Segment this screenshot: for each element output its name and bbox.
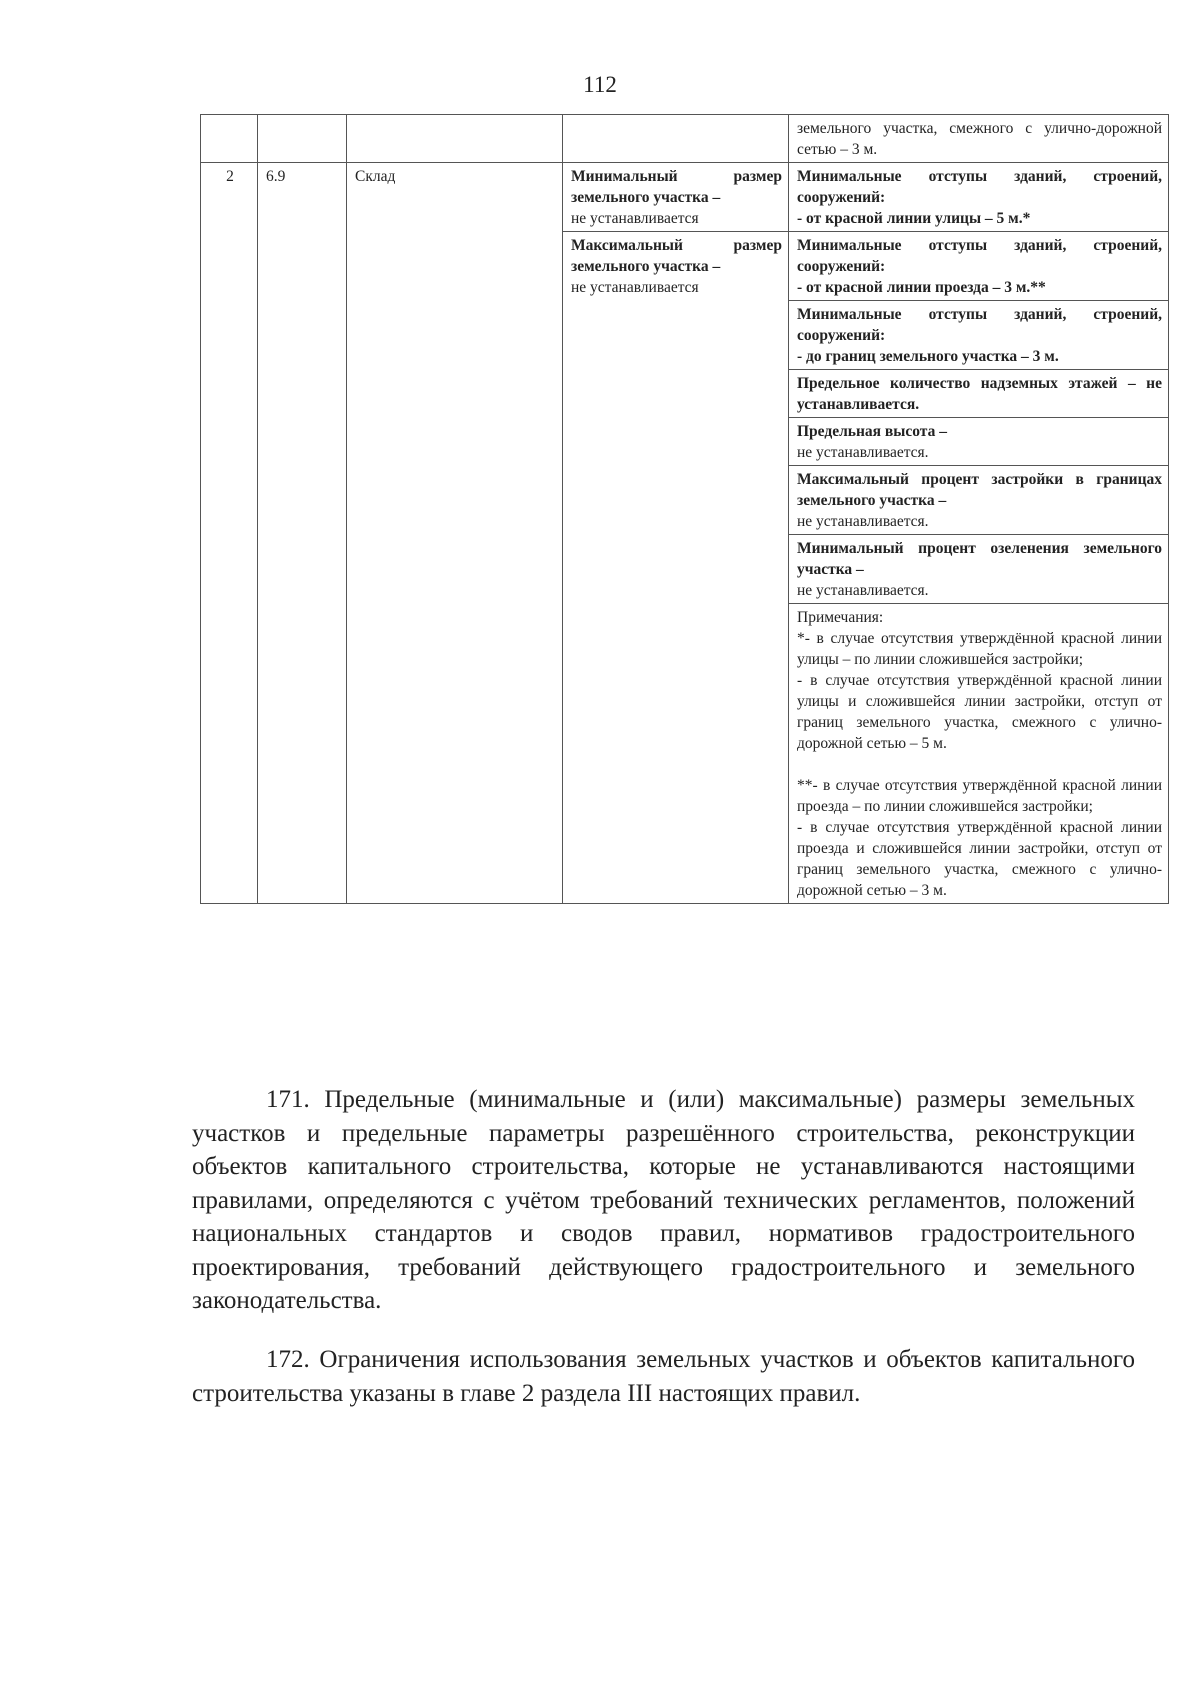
param-detail: не устанавливается.	[797, 582, 929, 599]
param-title: Максимальный процент застройки в границах земельного участка –	[797, 471, 1162, 509]
cell-empty	[563, 115, 789, 163]
param-detail: не устанавливается.	[797, 513, 929, 530]
max-size-cell	[563, 232, 789, 904]
note-text: - в случае отсутствия утверждённой красной линии улицы и сложившейся линии застройки, отступ от границ земельного участка, смежного с улично-дорожной сетью – 5 м.	[797, 672, 1162, 752]
note-text: *- в случае отсутствия утверждённой красной линии улицы – по линии сложившейся застройки;	[797, 630, 1162, 668]
param-detail: - от красной линии проезда – 3 м.**	[797, 279, 1046, 296]
page-number: 112	[583, 72, 617, 97]
notes-cell	[789, 604, 1169, 904]
regulations-table	[200, 114, 1169, 904]
param-detail: - от красной линии улицы – 5 м.*	[797, 210, 1031, 227]
param-title: Минимальные отступы зданий, строений, сооружений:	[797, 237, 1162, 275]
use-name: Склад	[347, 163, 563, 904]
param-cell	[789, 301, 1169, 370]
use-code: 6.9	[258, 163, 347, 904]
note-text: **- в случае отсутствия утверждённой красной линии проезда – по линии сложившейся застройки;	[797, 777, 1162, 815]
table-row-continuation	[201, 115, 1169, 163]
param-title: Предельное количество надземных этажей – не устанавливается.	[797, 375, 1162, 413]
cell-empty	[347, 115, 563, 163]
param-title: Минимальные отступы зданий, строений, сооружений:	[797, 306, 1162, 344]
min-size-value: не устанавливается	[571, 210, 699, 227]
cell-empty	[258, 115, 347, 163]
continuation-text: земельного участка, смежного с улично-дорожной сетью – 3 м.	[789, 115, 1169, 163]
param-cell	[789, 370, 1169, 418]
row-number: 2	[201, 163, 258, 904]
param-cell	[789, 466, 1169, 535]
notes-title: Примечания:	[797, 609, 884, 626]
param-title: Предельная высота –	[797, 423, 947, 440]
param-detail: не устанавливается.	[797, 444, 929, 461]
param-cell	[789, 232, 1169, 301]
note-text: - в случае отсутствия утверждённой красной линии проезда и сложившейся линии застройки, отступ от границ земельного участка, смежного с улично-дорожной сетью – 3 м.	[797, 819, 1162, 899]
cell-empty	[201, 115, 258, 163]
param-title: Минимальный процент озеленения земельного участка –	[797, 540, 1162, 578]
max-size-label: Максимальный размер земельного участка –	[571, 237, 782, 275]
param-cell	[789, 418, 1169, 466]
param-cell	[789, 163, 1169, 232]
table-row	[201, 163, 1169, 232]
max-size-value: не устанавливается	[571, 279, 699, 296]
param-detail: - до границ земельного участка – 3 м.	[797, 348, 1059, 365]
paragraph-172: 172. Ограничения использования земельных участков и объектов капитального строительства указаны в главе 2 раздела III настоящих правил.	[192, 1346, 1135, 1407]
min-size-label: Минимальный размер земельного участка –	[571, 168, 782, 206]
param-title: Минимальные отступы зданий, строений, сооружений:	[797, 168, 1162, 206]
min-size-cell	[563, 163, 789, 232]
paragraph-171: 171. Предельные (минимальные и (или) максимальные) размеры земельных участков и предельные параметры разрешённого строительства, реконструкции объектов капитального строительства, которые не устанавливаются настоящими правилами, определяются с учётом требований технических регламентов, положений национальных стандартов и сводов правил, нормативов градостроительного проектирования, требований действующего градостроительного и земельного законодательства.	[192, 1086, 1135, 1314]
param-cell	[789, 535, 1169, 604]
